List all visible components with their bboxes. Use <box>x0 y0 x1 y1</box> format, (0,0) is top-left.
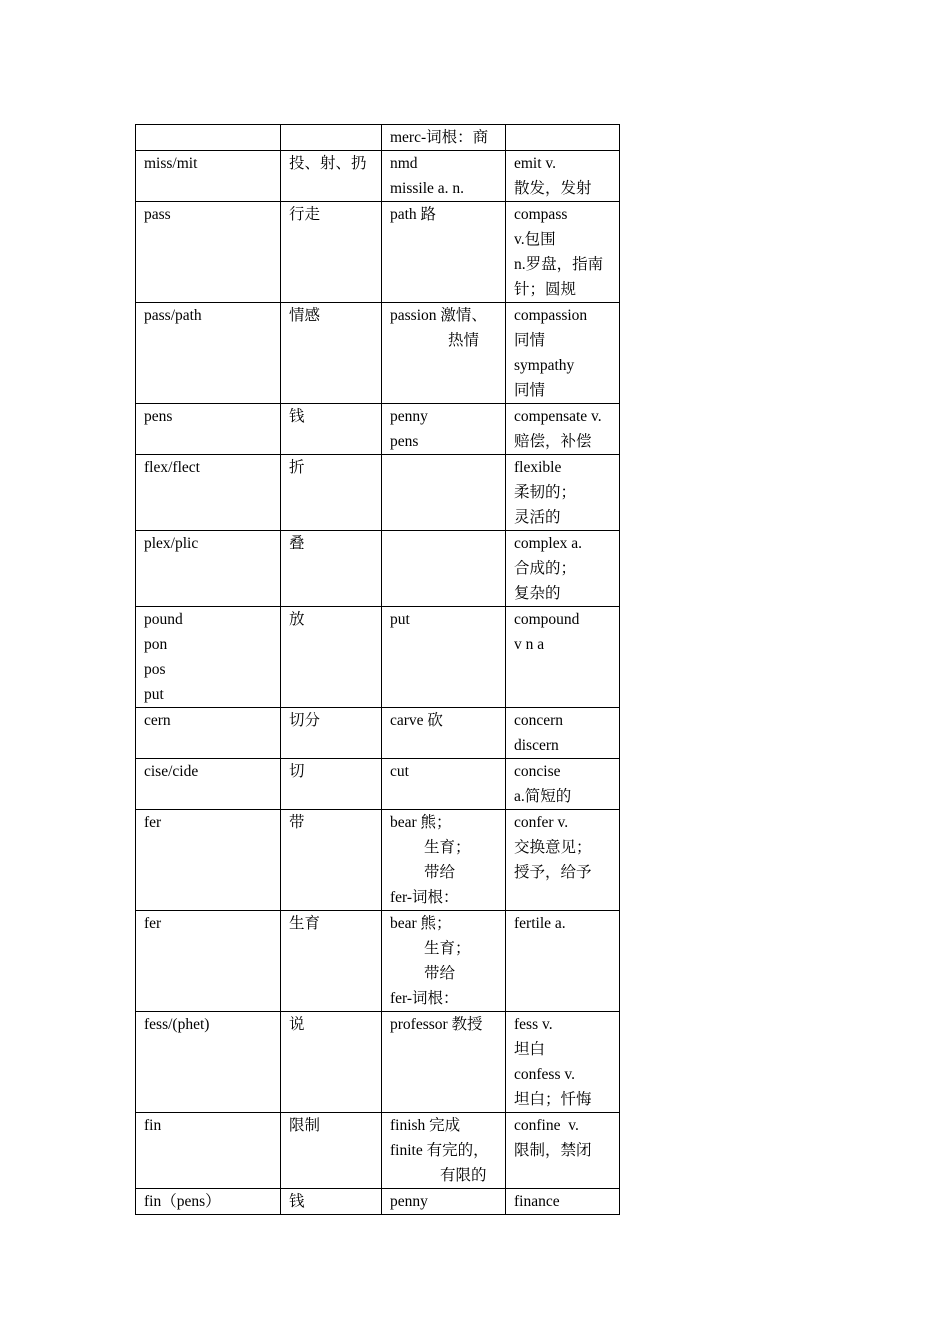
table-row <box>136 151 620 202</box>
meaning-cell: 钱 <box>281 404 382 455</box>
root-cell: pound pon pos put <box>136 607 281 708</box>
example-cell: bear 熊； 生育； 带给 fer-词根： <box>382 810 506 911</box>
example-cell: carve 砍 <box>382 708 506 759</box>
example-cell: professor 教授 <box>382 1012 506 1113</box>
word-cell <box>506 125 620 151</box>
table-row <box>136 303 620 404</box>
word-cell: flexible 柔韧的； 灵活的 <box>506 455 620 531</box>
meaning-cell: 钱 <box>281 1189 382 1215</box>
word-cell: concern discern <box>506 708 620 759</box>
meaning-cell: 说 <box>281 1012 382 1113</box>
meaning-cell: 放 <box>281 607 382 708</box>
example-cell: passion 激情、 热情 <box>382 303 506 404</box>
table-row <box>136 911 620 1012</box>
example-cell: cut <box>382 759 506 810</box>
root-cell: fer <box>136 810 281 911</box>
example-cell: bear 熊； 生育； 带给 fer-词根： <box>382 911 506 1012</box>
table-row <box>136 202 620 303</box>
example-cell: path 路 <box>382 202 506 303</box>
word-cell: compensate v. 赔偿，补偿 <box>506 404 620 455</box>
root-cell: pass <box>136 202 281 303</box>
example-cell: finish 完成 finite 有完的， 有限的 <box>382 1113 506 1189</box>
root-cell: pass/path <box>136 303 281 404</box>
meaning-cell: 行走 <box>281 202 382 303</box>
table-row <box>136 531 620 607</box>
example-cell: nmd missile a. n. <box>382 151 506 202</box>
meaning-cell: 投、射、扔 <box>281 151 382 202</box>
meaning-cell: 折 <box>281 455 382 531</box>
root-cell: miss/mit <box>136 151 281 202</box>
meaning-cell: 切 <box>281 759 382 810</box>
word-cell: complex a. 合成的； 复杂的 <box>506 531 620 607</box>
example-cell <box>382 455 506 531</box>
word-root-table <box>135 124 620 1215</box>
meaning-cell <box>281 125 382 151</box>
table-row <box>136 455 620 531</box>
root-cell <box>136 125 281 151</box>
word-cell: compound v n a <box>506 607 620 708</box>
root-cell: fin <box>136 1113 281 1189</box>
table-row <box>136 759 620 810</box>
table-row <box>136 125 620 151</box>
root-cell: flex/flect <box>136 455 281 531</box>
root-cell: plex/plic <box>136 531 281 607</box>
example-cell <box>382 531 506 607</box>
table-row <box>136 1012 620 1113</box>
meaning-cell: 带 <box>281 810 382 911</box>
word-cell: emit v. 散发，发射 <box>506 151 620 202</box>
root-cell: cise/cide <box>136 759 281 810</box>
word-cell: fertile a. <box>506 911 620 1012</box>
example-cell: put <box>382 607 506 708</box>
root-cell: pens <box>136 404 281 455</box>
table-row <box>136 404 620 455</box>
table-row <box>136 1189 620 1215</box>
table-row <box>136 607 620 708</box>
meaning-cell: 叠 <box>281 531 382 607</box>
root-cell: cern <box>136 708 281 759</box>
example-cell: penny pens <box>382 404 506 455</box>
word-cell: concise a.简短的 <box>506 759 620 810</box>
meaning-cell: 情感 <box>281 303 382 404</box>
table-row <box>136 708 620 759</box>
example-cell: merc-词根：商 <box>382 125 506 151</box>
meaning-cell: 限制 <box>281 1113 382 1189</box>
word-cell: compassion 同情 sympathy 同情 <box>506 303 620 404</box>
table-row <box>136 1113 620 1189</box>
root-cell: fess/(phet) <box>136 1012 281 1113</box>
table-row <box>136 810 620 911</box>
meaning-cell: 切分 <box>281 708 382 759</box>
word-cell: finance <box>506 1189 620 1215</box>
word-cell: fess v. 坦白 confess v. 坦白；忏悔 <box>506 1012 620 1113</box>
word-cell: confine v. 限制，禁闭 <box>506 1113 620 1189</box>
word-cell: compass v.包围 n.罗盘，指南 针；圆规 <box>506 202 620 303</box>
meaning-cell: 生育 <box>281 911 382 1012</box>
root-cell: fin（pens） <box>136 1189 281 1215</box>
root-cell: fer <box>136 911 281 1012</box>
example-cell: penny <box>382 1189 506 1215</box>
word-cell: confer v. 交换意见； 授予，给予 <box>506 810 620 911</box>
